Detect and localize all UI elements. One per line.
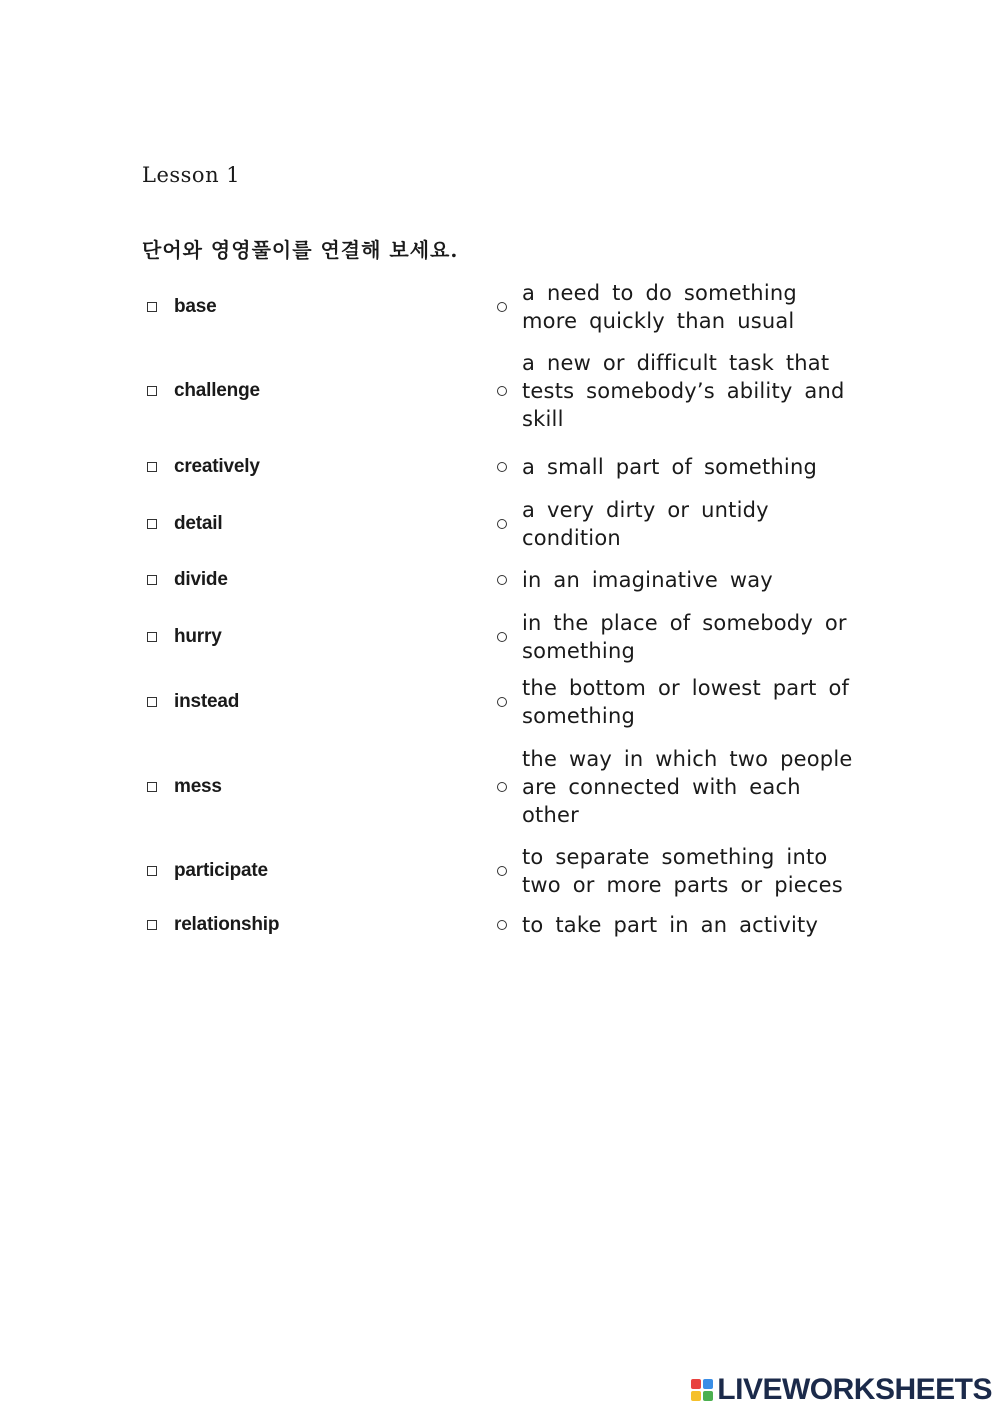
lesson-title: Lesson 1 <box>142 163 241 187</box>
circle-icon[interactable] <box>497 920 507 930</box>
matching-row <box>0 608 1000 666</box>
definition-text: in an imaginative way <box>522 568 773 592</box>
word-cell[interactable] <box>147 608 222 666</box>
word-label: participate <box>174 860 268 881</box>
word-cell[interactable] <box>147 278 217 336</box>
definition-text: a new or difficult task that tests somebody’s ability and skill <box>522 351 845 431</box>
circle-icon[interactable] <box>497 386 507 396</box>
word-label: hurry <box>174 626 222 647</box>
match-node[interactable] <box>497 495 507 553</box>
definition-text: a small part of something <box>522 455 817 479</box>
word-label: detail <box>174 513 223 534</box>
checkbox-icon[interactable] <box>147 575 157 585</box>
checkbox-icon[interactable] <box>147 920 157 930</box>
checkbox-icon[interactable] <box>147 782 157 792</box>
definition-cell <box>522 842 857 900</box>
matching-row <box>0 910 1000 940</box>
definition-cell <box>522 452 857 482</box>
word-cell[interactable] <box>147 673 239 731</box>
checkbox-icon[interactable] <box>147 866 157 876</box>
checkbox-icon[interactable] <box>147 519 157 529</box>
word-cell[interactable] <box>147 744 222 830</box>
word-label: relationship <box>174 914 280 935</box>
definition-text: the bottom or lowest part of something <box>522 676 850 728</box>
matching-row <box>0 348 1000 434</box>
checkbox-icon[interactable] <box>147 462 157 472</box>
match-node[interactable] <box>497 842 507 900</box>
liveworksheets-brand <box>691 1373 992 1407</box>
definition-cell <box>522 673 857 731</box>
match-node[interactable] <box>497 565 507 595</box>
checkbox-icon[interactable] <box>147 302 157 312</box>
match-node[interactable] <box>497 348 507 434</box>
match-node[interactable] <box>497 910 507 940</box>
matching-row <box>0 673 1000 731</box>
match-node[interactable] <box>497 744 507 830</box>
word-cell[interactable] <box>147 910 279 940</box>
circle-icon[interactable] <box>497 697 507 707</box>
matching-row <box>0 842 1000 900</box>
logo-square-green <box>703 1391 713 1401</box>
circle-icon[interactable] <box>497 302 507 312</box>
liveworksheets-logo-icon <box>691 1379 713 1401</box>
circle-icon[interactable] <box>497 782 507 792</box>
circle-icon[interactable] <box>497 575 507 585</box>
word-label: instead <box>174 691 240 712</box>
word-label: mess <box>174 776 222 797</box>
word-cell[interactable] <box>147 565 228 595</box>
checkbox-icon[interactable] <box>147 697 157 707</box>
definition-cell <box>522 608 857 666</box>
match-node[interactable] <box>497 452 507 482</box>
match-node[interactable] <box>497 673 507 731</box>
word-cell[interactable] <box>147 452 260 482</box>
word-label: creatively <box>174 456 260 477</box>
word-cell[interactable] <box>147 348 260 434</box>
word-label: challenge <box>174 380 260 401</box>
definition-text: a very dirty or untidy condition <box>522 498 769 550</box>
circle-icon[interactable] <box>497 519 507 529</box>
instruction-text: 단어와 영영풀이를 연결해 보세요. <box>142 238 459 262</box>
definition-cell <box>522 348 857 434</box>
matching-row <box>0 452 1000 482</box>
checkbox-icon[interactable] <box>147 386 157 396</box>
matching-row <box>0 565 1000 595</box>
definition-cell <box>522 910 857 940</box>
word-cell[interactable] <box>147 495 222 553</box>
definition-text: the way in which two people are connected with each other <box>522 747 853 827</box>
definition-cell <box>522 278 857 336</box>
logo-square-yellow <box>691 1391 701 1401</box>
circle-icon[interactable] <box>497 462 507 472</box>
definition-text: in the place of somebody or something <box>522 611 847 663</box>
word-label: base <box>174 296 217 317</box>
definition-text: to take part in an activity <box>522 913 819 937</box>
matching-row <box>0 495 1000 553</box>
brand-name: LIVEWORKSHEETS <box>717 1373 992 1406</box>
match-node[interactable] <box>497 608 507 666</box>
definition-text: a need to do something more quickly than usual <box>522 281 797 333</box>
circle-icon[interactable] <box>497 866 507 876</box>
word-label: divide <box>174 569 228 590</box>
word-cell[interactable] <box>147 842 268 900</box>
match-node[interactable] <box>497 278 507 336</box>
logo-square-blue <box>703 1379 713 1389</box>
logo-square-red <box>691 1379 701 1389</box>
checkbox-icon[interactable] <box>147 632 157 642</box>
definition-text: to separate something into two or more parts or pieces <box>522 845 843 897</box>
definition-cell <box>522 495 857 553</box>
matching-row <box>0 744 1000 830</box>
circle-icon[interactable] <box>497 632 507 642</box>
definition-cell <box>522 565 857 595</box>
definition-cell <box>522 744 857 830</box>
matching-row <box>0 278 1000 336</box>
